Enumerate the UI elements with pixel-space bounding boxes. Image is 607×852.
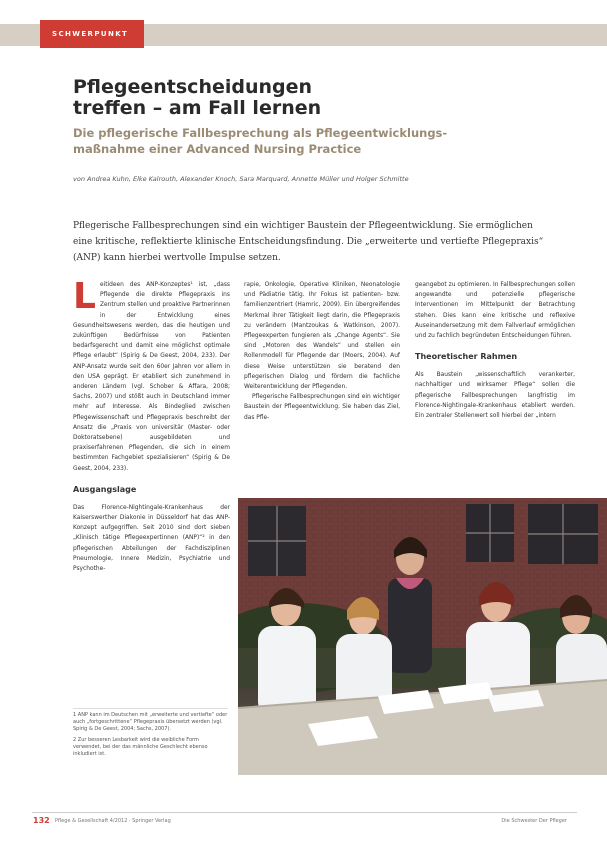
group-photo-illustration [238, 498, 607, 775]
body-column-1 [73, 276, 230, 574]
footer-publication-name: Die Schwester Der Pfleger [501, 818, 567, 824]
footnotes [73, 708, 228, 761]
section-label: SCHWERPUNKT [40, 20, 144, 48]
article-subtitle-line2: maßnahme einer Advanced Nursing Practice [73, 142, 362, 156]
article-subtitle-line1: Die pflegerische Fallbesprechung als Pflegeentwicklungs- [73, 126, 448, 140]
body-column-3 [415, 280, 575, 421]
article-photo [238, 498, 607, 775]
footer-journal-info: Pflege & Gesellschaft 4/2012 · Springer Verlag [55, 818, 171, 824]
body-column-2 [244, 280, 400, 423]
page-footer [0, 812, 607, 832]
ausgangslage-paragraph: Das Florence-Nightingale-Krankenhaus der Kaiserswerther Diakonie in Düsseldorf hat das ANP-Konzept aufgegriffen. Seit 2010 sind dort sieben „Klinisch tätige Pflegeexpertinnen (ANP)“² in den pflegerischen Abteilungen der Fachdisziplinen Pneumologie, Innere Medizin, Psychiatrie und Psychothe- [73, 504, 230, 573]
section-header [0, 20, 607, 48]
article-lead: Pflegerische Fallbesprechungen sind ein wichtiger Baustein der Pflegeentwicklung. Sie ermöglichen eine kritische, reflektierte klinische Entscheidungsfindung. Die „erweiterte und vertiefte Pflegepraxis“ (ANP) kann hierbei wertvolle Impulse setzen. [73, 221, 544, 263]
column3-paragraph-1: geangebot zu optimieren. In Fallbesprechungen sollen angewandte und potenzielle pflegerische Interventionen im Mittelpunkt der Betrachtung stehen. Dies kann eine kritische und reflexive Auseinandersetzung mit dem Fallverlauf ermöglichen und zu fachlich begründeten Entscheidungen führen. [415, 282, 575, 340]
intro-text: eitideen des ANP-Konzeptes¹ ist, „dass Pflegende die direkte Pflegepraxis ins Zentrum stellen und proaktive Partnerinnen in der Entwicklung eines Gesundheitswesens werden, das die heutigen und zukünftigen Bedürfnisse von Patienten bedarfsgerecht und damit eine möglichst optimale Pflege erlaubt“ (Spirig & De Geest, 2004, 233). Der ANP-Ansatz wurde seit den 60er Jahren vor allem in den USA geprägt. Er etabliert sich zunehmend in anderen Ländern (vgl. Schober & Affara, 2008; Sachs, 2007) und stößt auch in Deutschland immer mehr auf Interesse. Als Bindeglied zwischen Pflegewissenschaft und Pflegepraxis beschreibt der Ansatz die „Praxis von universitär (Master- oder Doktoratsebene) ausgebildeten und praxiserfahrenen Pflegenden, die sich in einem bestimmten Fachgebiet spezialisieren“ (Spirig & De Geest, 2004, 233). [73, 282, 230, 472]
column2-paragraph-1: rapie, Onkologie, Operative Kliniken, Neonatologie und Pädiatrie tätig. Ihr Fokus ist patienten- bzw. familienzentriert (Hamric, 2009). Ein übergreifendes Merkmal ihrer Tätigkeit liegt darin, die Pflegepraxis zu verändern (Mantzoukas & Watkinson, 2007). Pflegeexperten fungieren als „Change Agents“. Sie sind „Motoren des Wandels“ und stellen ein Rollenmodell für Pflegende dar (Moers, 2004). Auf diese Weise unterstützen sie beratend den pflegerischen Dialog und fördern die fachliche Weiterentwicklung der Pflegenden. [244, 282, 400, 391]
column3-paragraph-2: Als Baustein „wissenschaftlich verankerter, nachhaltiger und wirksamer Pflege“ sollen die pflegerische Fallbesprechungen langfristig im Florence-Nightingale-Krankenhaus etabliert werden. Ein zentraler Stellenwert soll hierbei der „intern [415, 372, 575, 420]
subheading-ausgangslage: Ausgangslage [73, 484, 137, 494]
footer-rule [32, 812, 577, 813]
article-title-line2: treffen – am Fall lernen [73, 97, 322, 119]
intro-paragraph [73, 276, 230, 474]
drop-cap: L [73, 276, 96, 317]
footnote-1: 1 ANP kann im Deutschen mit „erweiterte und vertiefte“ oder auch „fortgeschrittene“ Pflegepraxis übersetzt werden (vgl. Spirig & De Geest, 2004; Sachs, 2007). [73, 712, 228, 733]
footnote-2: 2 Zur besseren Lesbarkeit wird die weibliche Form verwendet, bei der das männliche Geschlecht ebenso inkludiert ist. [73, 736, 208, 758]
article-authors: von Andrea Kuhn, Elke Kalrouth, Alexander Knoch, Sara Marquard, Annette Müller und Holger Schmitte [73, 175, 409, 183]
page-number: 132 [33, 816, 50, 825]
article-title-line1: Pflegeentscheidungen [73, 76, 313, 98]
article-title [73, 77, 523, 119]
subheading-theoretischer-rahmen: Theoretischer Rahmen [415, 352, 518, 362]
article-subtitle [73, 125, 543, 157]
column2-paragraph-2: Pflegerische Fallbesprechungen sind ein wichtiger Baustein der Pflegeentwicklung. Sie haben das Ziel, das Pfle- [244, 394, 400, 421]
